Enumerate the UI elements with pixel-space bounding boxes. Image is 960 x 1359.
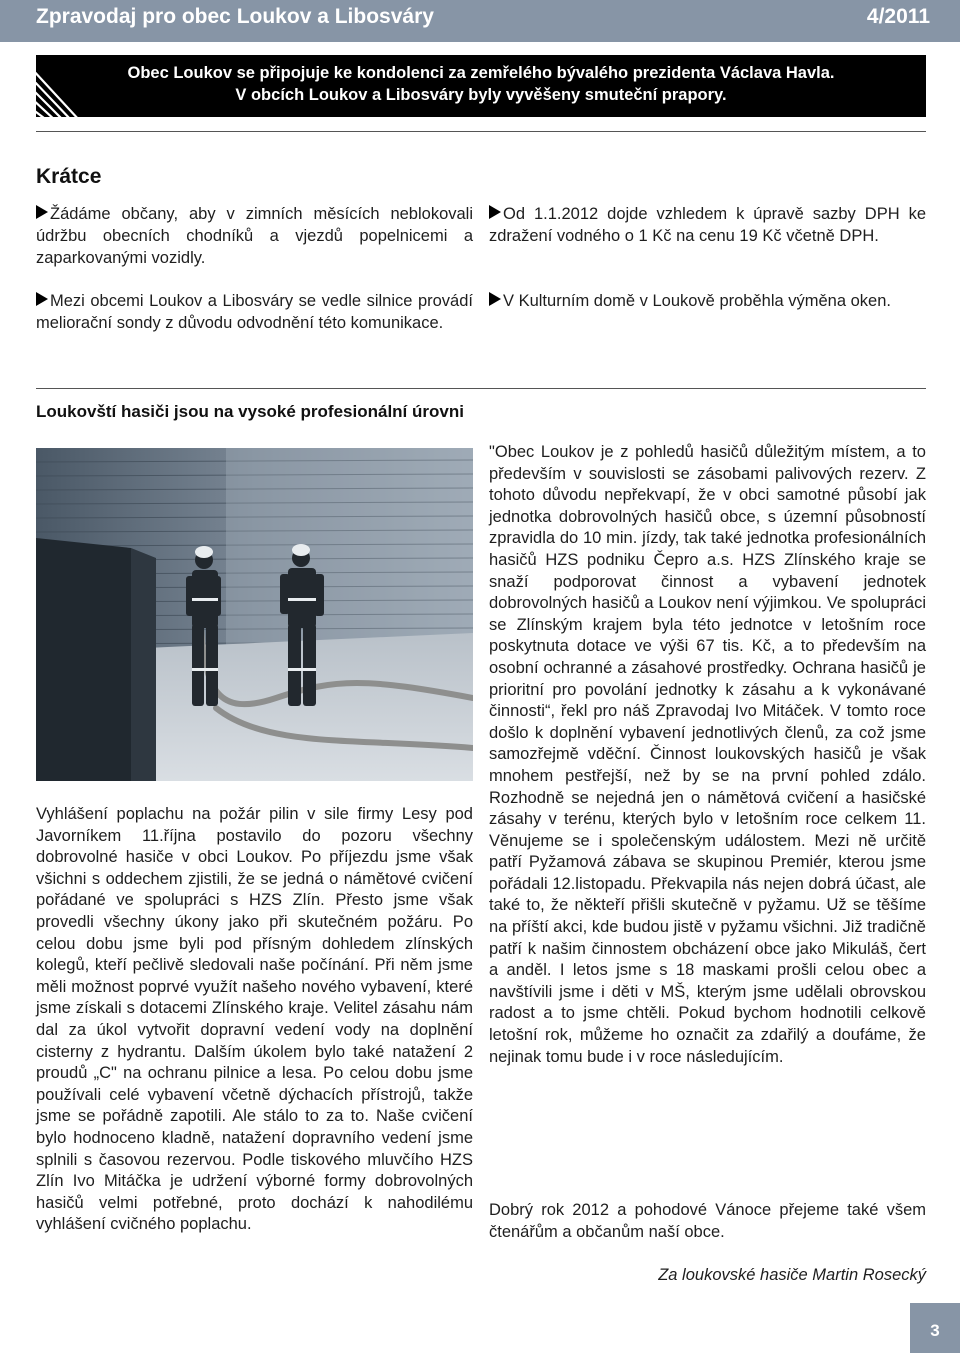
news-item [489,290,926,312]
notice-line-1: Obec Loukov se připojuje ke kondolenci za zemřelého bývalého prezidenta Václava Havla. [127,64,835,82]
article-left-column: Vyhlášení poplachu na požár pilin v sile firmy Lesy pod Javorníkem 11.října postavilo do pozoru všechny dobrovolné hasiče v obci Loukov. Po příjezdu jsme však všichni s oddechem zjistili, že se jedná o námětové cvičení pořádané ve spolupráci s HZS Zlín. Přesto jsme však provedli všechny úkony jako při skutečném požáru. Po celou dobu jsme byli pod přísným dohledem zlínských kolegů, kteří pečlivě sledovali naše počínání. Při něm jsme měli možnost poprvé využít našeho nového vybavení, které jsme získali s dotacemi Zlínského kraje. Velitel zásahu nám dal za úkol vytvořit dopravní vedení vody na doplnění cisterny z hydrantu. Dalším úkolem bylo také natažení 2 proudů „C" na ochranu pilnice a lesa. Po celou dobu jsme používali celé vybavení včetně dýchacích přístrojů, takže jsme se pořádně zapotili. Ale stálo to za to. Naše cvičení bylo hodnoceno kladně, natažení dopravního vedení jsme splnili s časovou rezervou. Podle tiskového mluvčího HZS Zlín Ivo Mitáčka je udržení výborné formy dobrovolných hasičů velmi potřebné, proto dochází k nahodilému vyhlášení cvičného poplachu. [36,805,473,1234]
issue-number: 4/2011 [866,5,930,28]
bullet-triangle-icon [36,205,48,219]
bullet-triangle-icon [489,292,501,306]
news-item [36,203,473,269]
divider-top [36,131,926,132]
section-heading-kratce: Krátce [36,165,102,188]
news-item [489,203,926,247]
article-right-column: "Obec Loukov je z pohledů hasičů důležitým místem, a to především v souvislosti se zásobami palivových rezerv. Z tohoto důvodu nepřekvapí, že v obci samotné působí jak jednotka dobrovolných hasičů obce, s územní působností zpravidla do 10 min. jízdy, tak také jednotka profesionálních hasičů HZS podniku Čepro a.s. HZS Zlínského kraje se snaží podporovat činnost a vybavení jednotek dobrovolných hasičů a Loukov není výjimkou. Ve spolupráci se Zlínským krajem byla této jednotce v letošním roce poskytnuta dotace ve výši 67 tis. Kč, a to především na osobní ochranné a zásahové prostředky. Ochrana hasičů je prioritní pro povolání jednotky k zásahu a k vykonávané činnosti“, řekl pro náš Zpravodaj Ivo Mitáček. V tomto roce došlo k doplnění vybavení jednotlivých členů, za což jsme samozřejmě vděční. Činnost loukovských hasičů je však mnohem pestřejší, než by se na první pohled zdálo. Rozhodně se nejedná jen o námětová cvičení a hasičské zásahy v terénu, kterých bylo v letošním roce celkem 11. Věnujeme se i společenským událostem. Mezi ně určitě patří Pyžamová zábava se skupinou Premiér, kterou jsme pořádali 12.listopadu. Překvapila nás nejen dobrá účast, ale také to, že někteří přišli skutečně v pyžamu. Už se těšíme na příští akci, kde budou jistě v pyžamu všichni. Již tradičně patří k našim činnostem obcházení obce jako Mikuláš, čert a anděl. I letos jsme s 18 maskami prošli celou obec a navštívili jsme i děti v MŠ, kterým jsme udělali obrovskou radost a to jsme chtěli. Pokud bychom hodnotili celkově letošní rok, můžeme ho označit za zdařilý a doufáme, že nejinak tomu bude i v roce následujícím. [489,443,926,1066]
news-item-text: Žádáme občany, aby v zimních měsících neblokovali údržbu obecních chodníků a vjezdů popelnicemi a zaparkovanými vozidly. [36,205,473,267]
newsletter-title: Zpravodaj pro obec Loukov a Libosváry [36,5,434,28]
news-item [36,290,473,334]
news-item-text: Od 1.1.2012 dojde vzhledem k úpravě sazby DPH ke zdražení vodného o 1 Kč na cenu 19 Kč včetně DPH. [489,205,926,245]
notice-text [36,62,926,106]
article-heading: Loukovští hasiči jsou na vysoké profesionální úrovni [36,402,464,421]
news-item-text: Mezi obcemi Loukov a Libosváry se vedle silnice provádí meliorační sondy z důvodu odvodnění této komunikace. [36,292,473,332]
article-signature: Za loukovské hasiče Martin Rosecký [658,1266,926,1284]
notice-line-2: V obcích Loukov a Libosváry byly vyvěšeny smuteční prapory. [235,86,727,104]
news-item-text: V Kulturním domě v Loukově proběhla výměna oken. [503,292,891,310]
page-header [0,0,960,42]
divider-middle [36,388,926,389]
holiday-wishes: Dobrý rok 2012 a pohodové Vánoce přejeme také všem čtenářům a občanům naší obce. [489,1201,926,1241]
page-number: 3 [910,1303,960,1353]
bullet-triangle-icon [36,292,48,306]
bullet-triangle-icon [489,205,501,219]
firefighters-photo [36,448,473,781]
condolence-notice [36,55,926,117]
